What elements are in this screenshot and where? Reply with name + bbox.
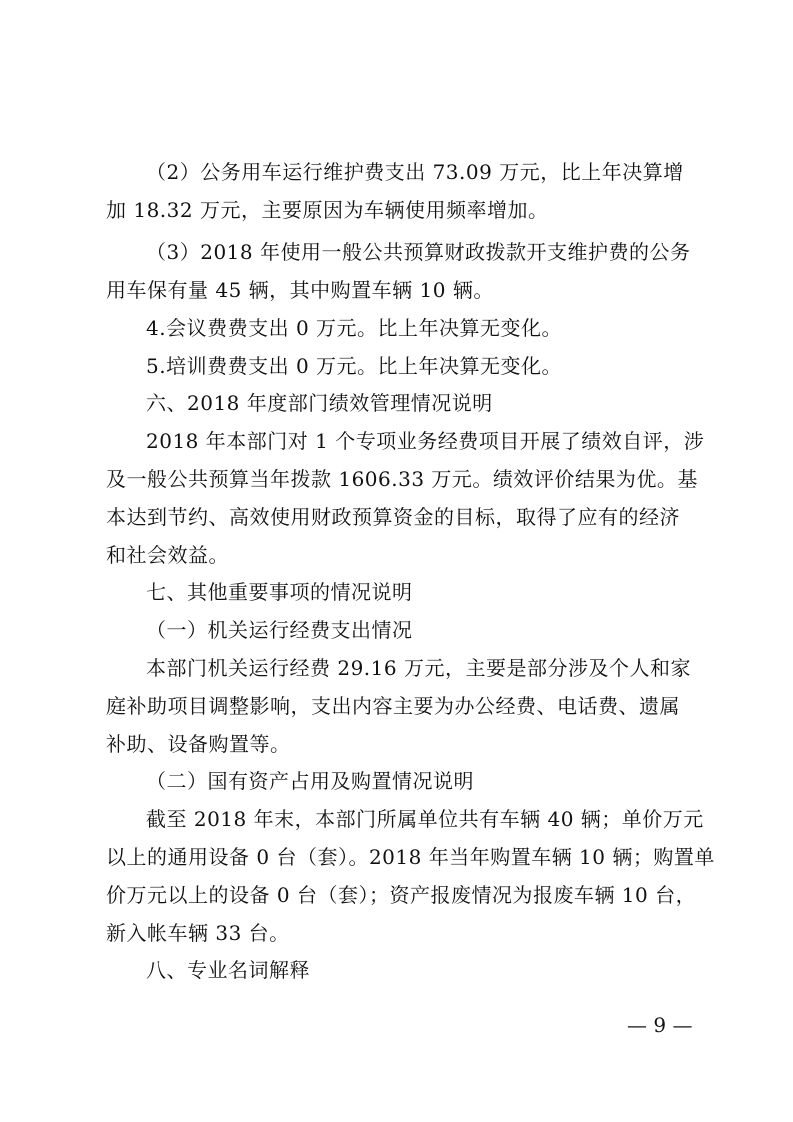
paragraph-line: （3）2018 年使用一般公共预算财政拨款开支维护费的公务 [146, 240, 691, 264]
paragraph-line: 4.会议费费支出 0 万元。比上年决算无变化。 [146, 316, 563, 340]
page-number: — 9 — [627, 1013, 693, 1037]
paragraph-line: 加 18.32 万元，主要原因为车辆使用频率增加。 [106, 198, 549, 222]
section-heading: 八、专业名词解释 [146, 958, 310, 982]
paragraph-line: 以上的通用设备 0 台（套）。2018 年当年购置车辆 10 辆；购置单 [106, 845, 715, 869]
paragraph-line: 本部门机关运行经费 29.16 万元，主要是部分涉及个人和家 [146, 656, 691, 680]
subsection-heading: （二）国有资产占用及购置情况说明 [146, 769, 474, 793]
paragraph-line: 价万元以上的设备 0 台（套）；资产报废情况为报废车辆 10 台， [106, 883, 697, 907]
paragraph-line: 2018 年本部门对 1 个专项业务经费项目开展了绩效自评，涉 [146, 429, 705, 453]
paragraph-line: 新入帐车辆 33 台。 [106, 921, 290, 945]
section-heading: 七、其他重要事项的情况说明 [146, 580, 413, 604]
paragraph-line: 补助、设备购置等。 [106, 732, 291, 756]
subsection-heading: （一）机关运行经费支出情况 [146, 618, 413, 642]
paragraph-line: 用车保有量 45 辆，其中购置车辆 10 辆。 [106, 278, 494, 302]
paragraph-line: 庭补助项目调整影响，支出内容主要为办公经费、电话费、遗属 [106, 694, 680, 718]
paragraph-line: （2）公务用车运行维护费支出 73.09 万元，比上年决算增 [146, 160, 684, 184]
paragraph-line: 及一般公共预算当年拨款 1606.33 万元。绩效评价结果为优。基 [106, 467, 698, 491]
paragraph-line: 本达到节约、高效使用财政预算资金的目标，取得了应有的经济 [106, 505, 680, 529]
paragraph-line: 截至 2018 年末，本部门所属单位共有车辆 40 辆；单价万元 [146, 807, 704, 831]
paragraph-line: 和社会效益。 [106, 543, 229, 567]
section-heading: 六、2018 年度部门绩效管理情况说明 [146, 391, 493, 415]
paragraph-line: 5.培训费费支出 0 万元。比上年决算无变化。 [146, 354, 563, 378]
